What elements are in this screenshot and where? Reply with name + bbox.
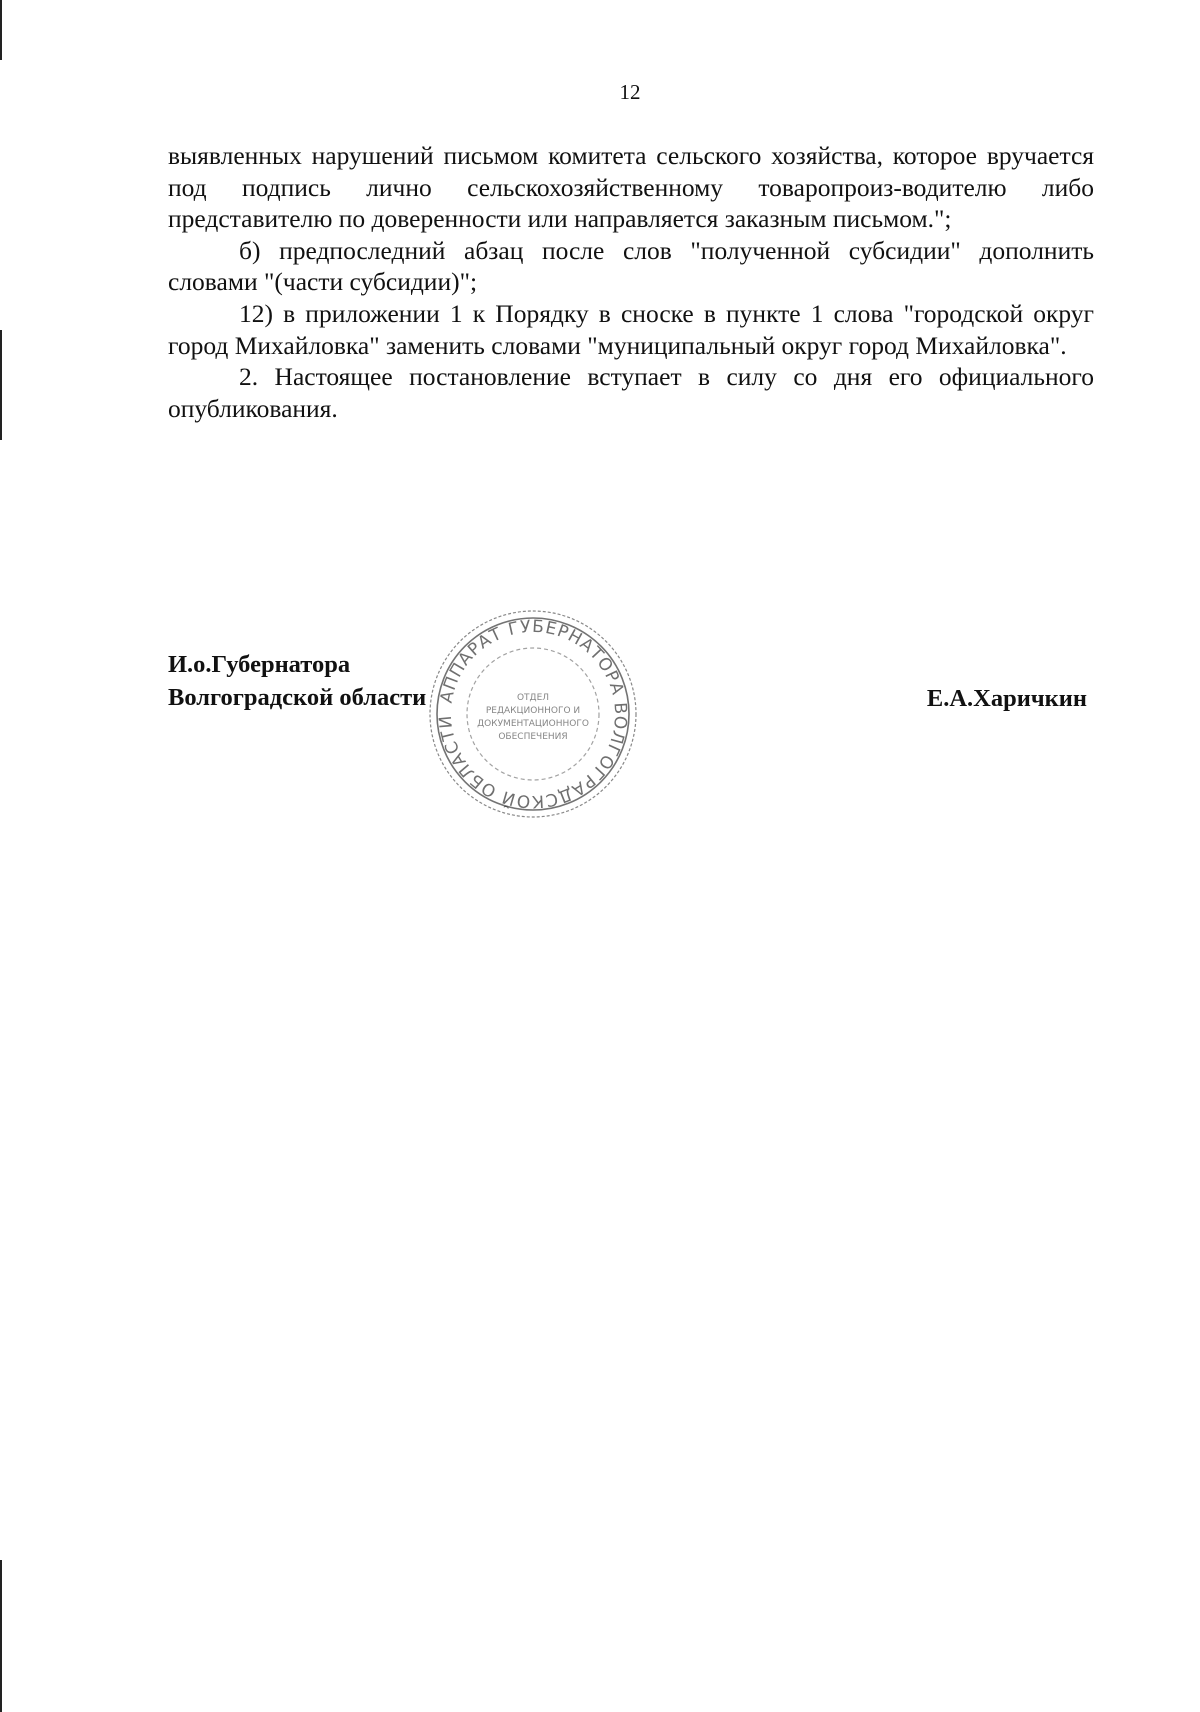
paragraph-12: 12) в приложении 1 к Порядку в сноске в пункте 1 слова "городской округ город Михайловка" заменить словами "муниципальный округ город Михайловка". bbox=[168, 298, 1094, 360]
signature-position-line1: И.о.Губернатора bbox=[168, 651, 351, 678]
stamp-outer-text: АППАРАТ ГУБЕРНАТОРА ВОЛГОГРАДСКОЙ ОБЛАСТИ bbox=[435, 616, 631, 812]
signer-name: Е.А.Харичкин bbox=[926, 685, 1087, 712]
paragraph-continuation: выявленных нарушений письмом комитета сельского хозяйства, которое вручается под подпись лично сельскохозяйственному товаропроиз-водителю либо представителю по доверенности или направляется заказным письмом."; bbox=[168, 141, 1094, 234]
stamp-inner-line-4: ОБЕСПЕЧЕНИЯ bbox=[498, 732, 568, 742]
official-seal-stamp bbox=[426, 607, 640, 821]
scan-edge-mark bbox=[0, 1560, 2, 1712]
stamp-inner-line-2: РЕДАКЦИОННОГО И bbox=[485, 706, 581, 716]
paragraph-2: 2. Настоящее постановление вступает в силу со дня его официального опубликования. bbox=[168, 362, 1094, 423]
stamp-inner-line-1: ОТДЕЛ bbox=[516, 693, 550, 703]
signature-position bbox=[168, 648, 426, 714]
scan-edge-mark bbox=[0, 0, 2, 60]
signature-position-line2: Волгоградской области bbox=[168, 684, 427, 711]
scan-edge-mark bbox=[0, 330, 2, 440]
page-number: 12 bbox=[619, 80, 641, 104]
stamp-inner-line-3: ДОКУМЕНТАЦИОННОГО bbox=[477, 719, 589, 729]
body-text bbox=[168, 140, 1094, 424]
paragraph-b: б) предпоследний абзац после слов "полученной субсидии" дополнить словами "(части субсидии)"; bbox=[168, 235, 1094, 297]
